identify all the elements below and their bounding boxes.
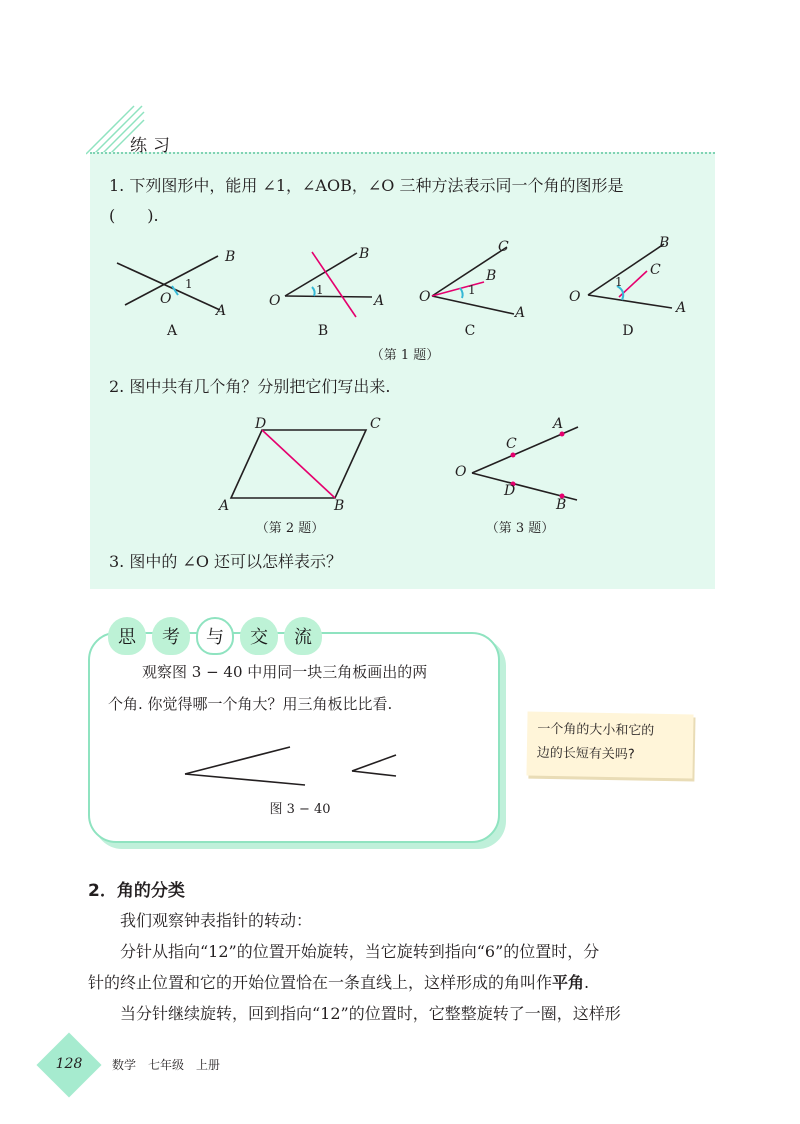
label-1: 1 bbox=[316, 283, 324, 297]
book-title: 数学 七年级 上册 bbox=[112, 1058, 221, 1072]
label-o: O bbox=[269, 293, 281, 309]
exercise-title: 练习 bbox=[130, 136, 176, 156]
question-3: 3. 图中的 ∠O 还可以怎样表示？ bbox=[109, 552, 343, 571]
question-1: 1. 下列图形中，能用 ∠1，∠AOB，∠O 三种方法表示同一个角的图形是 bbox=[109, 176, 624, 195]
label-o: O bbox=[160, 291, 172, 307]
title-char: 思 bbox=[108, 617, 146, 655]
caption-q2: （第 2 题） bbox=[255, 521, 325, 536]
caption-q3: （第 3 题） bbox=[485, 521, 555, 536]
term-straight-angle: 平角 bbox=[552, 973, 585, 992]
label-b: B bbox=[334, 498, 345, 514]
discussion-title bbox=[108, 617, 322, 655]
side-note bbox=[526, 712, 693, 779]
label-a: A bbox=[219, 498, 230, 514]
paragraph-2-end: . bbox=[584, 973, 590, 992]
title-char: 与 bbox=[196, 617, 234, 655]
caption-q1: （第 1 题） bbox=[370, 348, 440, 363]
side-note-line-2: 边的长短有关吗? bbox=[536, 745, 635, 763]
label-o: O bbox=[569, 289, 581, 305]
figure-3-40 bbox=[180, 745, 410, 795]
label-b: B bbox=[225, 249, 236, 265]
label-a: A bbox=[676, 300, 687, 316]
title-char: 流 bbox=[284, 617, 322, 655]
label-a: A bbox=[553, 416, 564, 432]
figure-c bbox=[432, 247, 514, 314]
label-o: O bbox=[419, 289, 431, 305]
figure-caption: 图 3 − 40 bbox=[269, 802, 331, 817]
page-number: 128 bbox=[55, 1056, 83, 1072]
exercise-box bbox=[90, 152, 715, 589]
paragraph-2-line-2 bbox=[88, 967, 589, 998]
title-char: 交 bbox=[240, 617, 278, 655]
label-c: C bbox=[498, 239, 509, 255]
question-1-blank: ( ). bbox=[109, 206, 159, 225]
figure-label-c: C bbox=[464, 323, 476, 339]
title-char: 考 bbox=[152, 617, 190, 655]
question-2: 2. 图中共有几个角？分别把它们写出来. bbox=[109, 377, 391, 396]
paragraph-2-text: 针的终止位置和它的开始位置恰在一条直线上，这样形成的角叫作 bbox=[88, 973, 553, 992]
label-b: B bbox=[359, 246, 370, 262]
label-c: C bbox=[506, 436, 517, 452]
paragraph-3: 当分针继续旋转，回到指向“12”的位置时，它整整旋转了一圈，这样形 bbox=[120, 1004, 621, 1023]
label-a: A bbox=[515, 305, 526, 321]
label-d: D bbox=[504, 483, 516, 499]
label-o: O bbox=[455, 464, 467, 480]
label-c: C bbox=[370, 416, 381, 432]
paragraph-2-line-1: 分针从指向“12”的位置开始旋转，当它旋转到指向“6”的位置时，分 bbox=[120, 942, 600, 961]
label-c: C bbox=[650, 262, 661, 278]
figure-label-b: B bbox=[317, 323, 329, 339]
paragraph-1: 我们观察钟表指针的转动： bbox=[120, 911, 313, 930]
label-1: 1 bbox=[468, 283, 476, 297]
label-d: D bbox=[255, 416, 267, 432]
figure-label-a: A bbox=[166, 323, 178, 339]
discussion-line-1: 观察图 3 − 40 中用同一块三角板画出的两 bbox=[142, 663, 428, 681]
label-b: B bbox=[486, 268, 497, 284]
discussion-line-2: 个角. 你觉得哪一个角大？用三角板比比看. bbox=[108, 695, 393, 713]
figure-label-d: D bbox=[622, 323, 634, 339]
side-note-line-1: 一个角的大小和它的 bbox=[537, 721, 655, 739]
label-b: B bbox=[556, 497, 567, 513]
section-heading: 2．角的分类 bbox=[88, 881, 185, 901]
label-a: A bbox=[374, 293, 385, 309]
label-1: 1 bbox=[615, 275, 623, 289]
label-a: A bbox=[216, 303, 227, 319]
label-b: B bbox=[659, 235, 670, 251]
label-1: 1 bbox=[185, 277, 193, 291]
